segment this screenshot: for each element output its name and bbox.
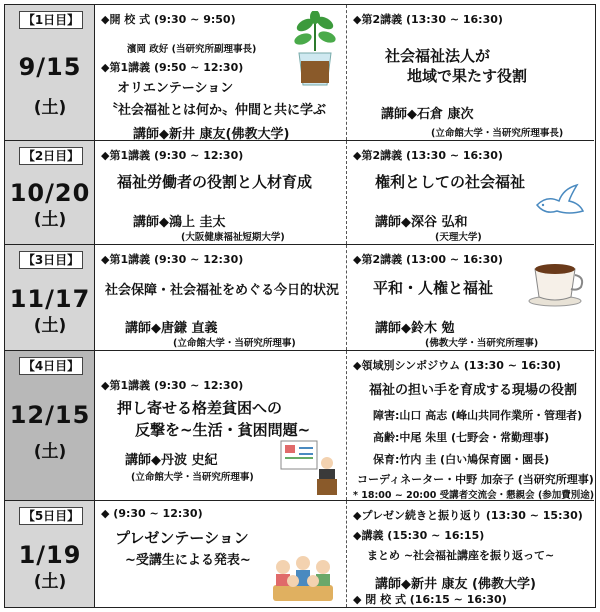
session-time: ◆講義 (15:30 ~ 16:15) xyxy=(353,529,485,542)
session-title: 押し寄せる格差貧困への xyxy=(117,399,283,417)
day-date: 10/20 xyxy=(9,179,91,207)
day-row-2 xyxy=(5,141,594,245)
session-title: 社会福祉法人が xyxy=(385,47,491,65)
day-label: 【3日目】 xyxy=(19,251,83,269)
day-cell xyxy=(5,351,95,500)
lecturer-affiliation: (佛教大学・当研究所理事) xyxy=(425,338,539,349)
day-weekday: (土) xyxy=(33,316,67,336)
panelist-line: 高齢:中尾 朱里 (七野会・常勤理事) xyxy=(373,431,550,444)
morning-session xyxy=(95,245,347,350)
lecturer-line: 講師◆鴻上 圭太 xyxy=(133,215,226,230)
lecturer-line: 講師◆新井 康友 (佛教大学) xyxy=(375,577,536,592)
panelist-line: 保育:竹内 圭 (白い鳩保育園・園長) xyxy=(373,453,550,466)
lecturer-affiliation: (立命館大学・当研究所理事長) xyxy=(431,128,564,139)
lecturer-line: 講師◆鈴木 勉 xyxy=(375,321,455,336)
group-people-icon xyxy=(267,545,339,605)
day-cell xyxy=(5,5,95,140)
day-cell xyxy=(5,141,95,244)
day-weekday: (土) xyxy=(33,442,67,462)
session-time: ◆プレゼン続きと振り返り (13:30 ~ 15:30) xyxy=(353,509,583,522)
session-time: ◆領域別シンポジウム (13:30 ~ 16:30) xyxy=(353,359,561,372)
lecturer-line: 講師◆新井 康友(佛教大学) xyxy=(133,127,290,142)
session-time: ◆第1講義 (9:30 ~ 12:30) xyxy=(101,379,244,392)
schedule-table xyxy=(4,4,596,608)
speaker-line: 濱岡 政好 (当研究所副理事長) xyxy=(127,44,257,55)
day-weekday: (土) xyxy=(33,572,67,592)
lecturer-affiliation: (立命館大学・当研究所理事) xyxy=(173,338,296,349)
day-date: 9/15 xyxy=(18,53,82,81)
closing-ceremony: ◆ 閉 校 式 (16:15 ~ 16:30) xyxy=(353,593,507,606)
session-time: ◆ (9:30 ~ 12:30) xyxy=(101,507,203,520)
session-subtitle: 〝社会福祉とは何か〟仲間と共に学ぶ xyxy=(105,103,327,118)
session-time: ◆第1講義 (9:30 ~ 12:30) xyxy=(101,149,244,162)
morning-session xyxy=(95,141,347,244)
day-row-4 xyxy=(5,351,594,501)
day-row-1 xyxy=(5,5,594,141)
session-title: プレゼンテーション xyxy=(115,529,249,547)
day-date: 11/17 xyxy=(9,285,91,313)
day-label: 【1日目】 xyxy=(19,11,83,29)
day-date: 12/15 xyxy=(9,401,91,429)
lecturer-line: 講師◆丹波 史紀 xyxy=(125,453,218,468)
day-weekday: (土) xyxy=(33,98,67,118)
coordinator-line: コーディネーター・中野 加奈子 (当研究所理事) xyxy=(357,473,594,486)
morning-session xyxy=(95,351,347,500)
lecturer-line: 講師◆唐鎌 直義 xyxy=(125,321,218,336)
session-title: 平和・人権と福祉 xyxy=(373,279,494,297)
afternoon-session xyxy=(347,245,594,350)
day-label: 【2日目】 xyxy=(19,147,83,165)
afternoon-session xyxy=(347,501,594,607)
session-title: 福祉労働者の役割と人材育成 xyxy=(117,173,313,191)
session-time: ◆第2講義 (13:00 ~ 16:30) xyxy=(353,253,503,266)
day-weekday: (土) xyxy=(33,210,67,230)
day-label: 【5日目】 xyxy=(19,507,83,525)
session-title: オリエンテーション xyxy=(117,81,234,96)
lecturer-affiliation: (天理大学) xyxy=(435,232,482,243)
session-title: 社会保障・社会福祉をめぐる今日的状況 xyxy=(105,283,340,298)
morning-session xyxy=(95,501,347,607)
session-time: ◆第1講義 (9:50 ~ 12:30) xyxy=(101,61,244,74)
session-time: ◆第2講義 (13:30 ~ 16:30) xyxy=(353,13,503,26)
session-time: ◆第2講義 (13:30 ~ 16:30) xyxy=(353,149,503,162)
session-title: まとめ ~社会福祉講座を振り返って~ xyxy=(367,549,555,562)
morning-session xyxy=(95,5,347,140)
session-title: 権利としての社会福祉 xyxy=(375,173,526,191)
panelist-line: 障害:山口 高志 (峰山共同作業所・管理者) xyxy=(373,409,583,422)
event-note: * 18:00 ~ 20:00 受講者交流会・懇親会 (参加費別途) xyxy=(353,490,595,501)
afternoon-session xyxy=(347,141,594,244)
lecturer-line: 講師◆深谷 弘和 xyxy=(375,215,468,230)
lecturer-affiliation: (立命館大学・当研究所理事) xyxy=(131,472,254,483)
afternoon-session xyxy=(347,351,594,500)
day-label: 【4日目】 xyxy=(19,357,83,375)
afternoon-session xyxy=(347,5,594,140)
dove-icon xyxy=(533,181,585,221)
session-title: 福祉の担い手を育成する現場の役割 xyxy=(369,383,578,398)
session-title: 反撃を~生活・貧困問題~ xyxy=(135,421,311,439)
session-subtitle: ~受講生による発表~ xyxy=(125,553,251,568)
day-row-3 xyxy=(5,245,594,351)
lecture-presenter-icon xyxy=(279,439,339,497)
potted-plant-icon xyxy=(291,11,339,87)
coffee-cup-icon xyxy=(527,259,585,307)
lecturer-affiliation: (大阪健康福祉短期大学) xyxy=(181,232,285,243)
day-row-5 xyxy=(5,501,594,607)
day-cell xyxy=(5,245,95,350)
day-cell xyxy=(5,501,95,607)
session-time: ◆開 校 式 (9:30 ~ 9:50) xyxy=(101,13,236,26)
lecturer-line: 講師◆石倉 康次 xyxy=(381,107,474,122)
day-date: 1/19 xyxy=(18,541,82,569)
session-time: ◆第1講義 (9:30 ~ 12:30) xyxy=(101,253,244,266)
session-title: 地域で果たす役割 xyxy=(407,67,528,85)
